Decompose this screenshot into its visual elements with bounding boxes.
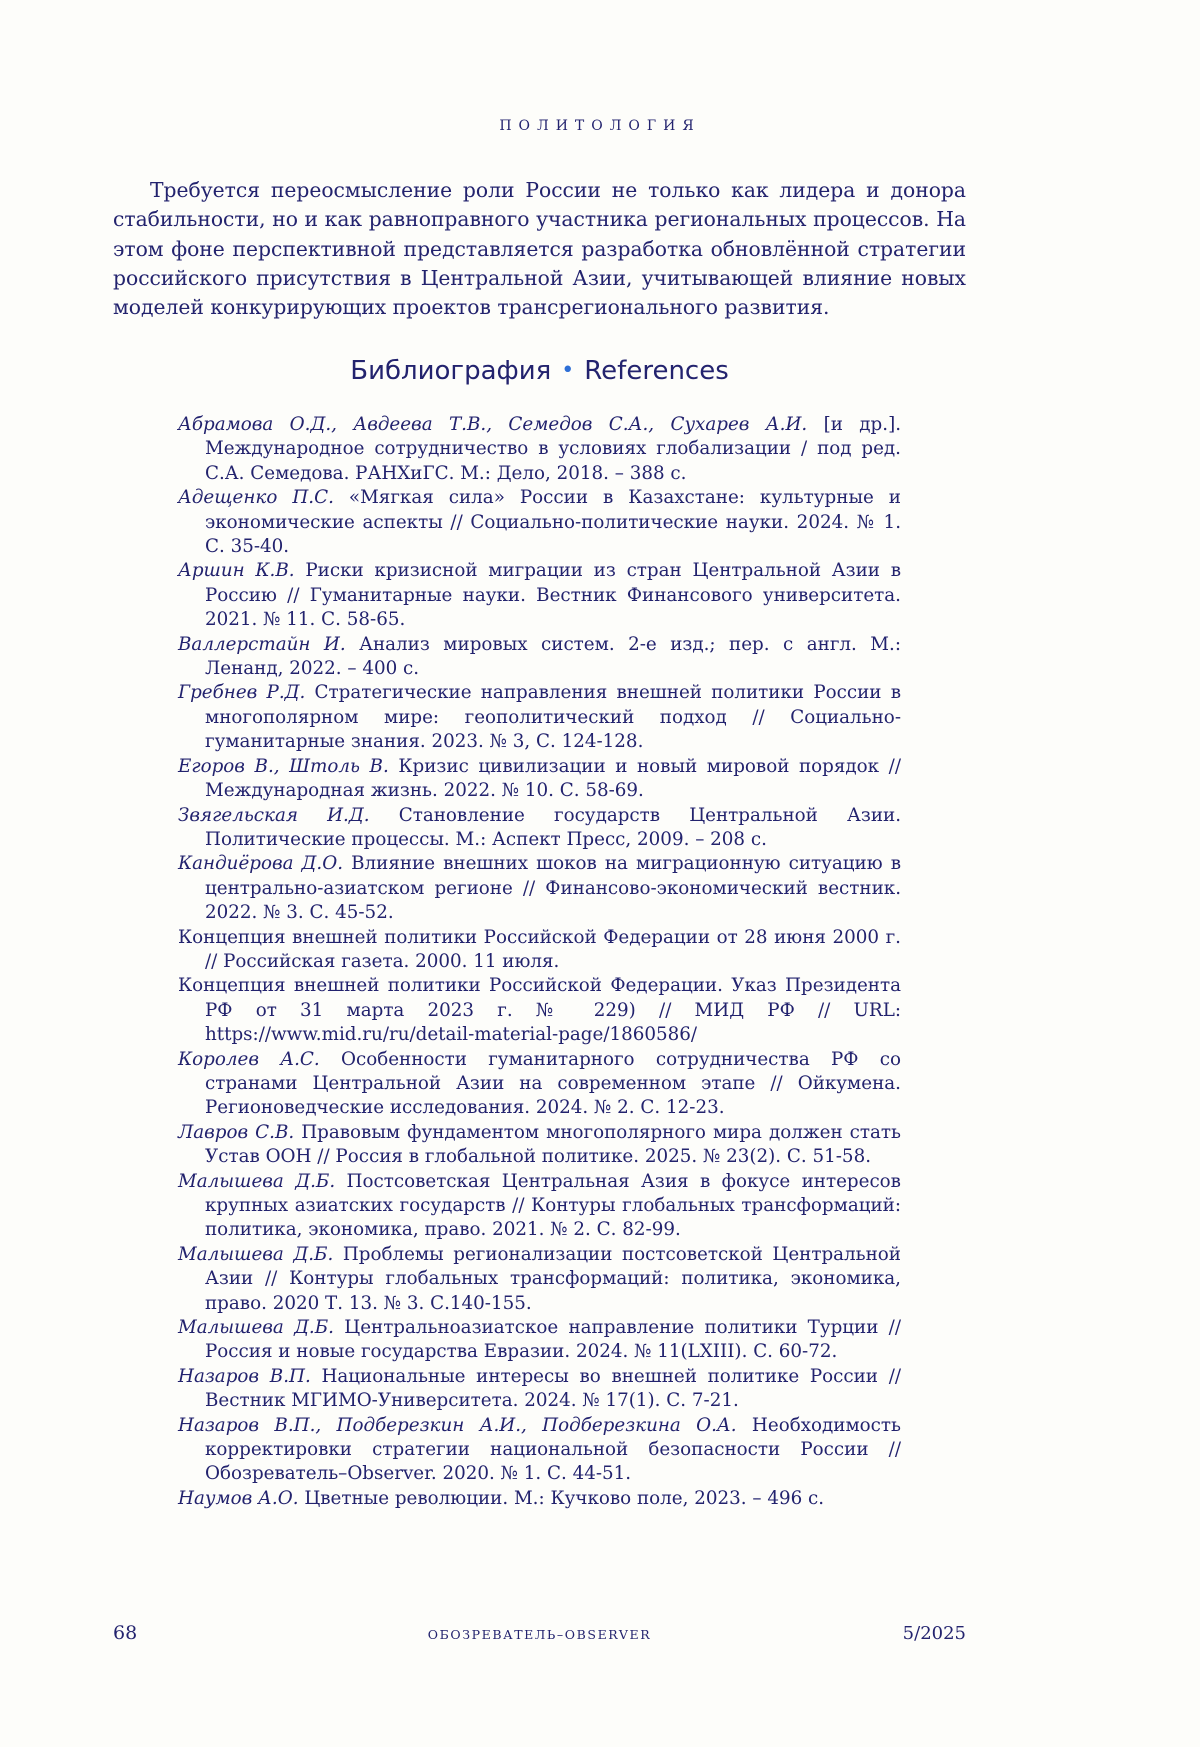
page-number: 68 <box>113 1622 138 1644</box>
bibliography-entry <box>178 1121 901 1170</box>
bibliography-entry <box>178 1365 901 1414</box>
bibliography-entry <box>178 1170 901 1243</box>
bibliography-entry <box>178 1487 901 1511</box>
entry-authors: Аршин К.В. <box>178 560 295 582</box>
entry-authors: Абрамова О.Д., Авдеева Т.В., Семедов С.А., Сухарев А.И. <box>178 414 808 435</box>
bullet-separator: • <box>561 358 575 383</box>
bibliography-entry <box>178 974 901 1047</box>
bibliography-entry <box>178 681 901 754</box>
entry-authors: Гребнев Р.Д. <box>178 682 306 704</box>
entry-authors: Наумов А.О. <box>178 1487 299 1509</box>
entry-text: Постсоветская Центральная Азия в фокусе интересов крупных азиатских государств // Контуры глобальных трансформаций: политика, экономика, право. 2021. № 2. С. 82-99. <box>205 1170 901 1241</box>
entry-text: Центральноазиатское направление политики Турции // Россия и новые государства Евразии. 2024. № 11(LXIII). С. 60-72. <box>205 1317 901 1363</box>
journal-name: ОБОЗРЕВАТЕЛЬ–OBSERVER <box>427 1627 652 1642</box>
bibliography-entry <box>178 755 901 804</box>
entry-authors: Назаров В.П., Подберезкин А.И., Подберезкина О.А. <box>178 1414 737 1436</box>
entry-authors: Адещенко П.С. <box>178 487 334 509</box>
page-footer <box>113 1622 966 1648</box>
entry-text: Концепция внешней политики Российской Федерации. Указ Президента РФ от 31 марта 2023 г. № 229) // МИД РФ // URL: https://www.mid.ru/ru/detail-material-page/1860586/ <box>178 975 901 1046</box>
entry-text: Необходимость корректировки стратегии национальной безопасности России // Обозреватель–Observer. 2020. № 1. С. 44-51. <box>205 1414 901 1485</box>
entry-text: Правовым фундаментом многополярного мира должен стать Устав ООН // Россия в глобальной политике. 2025. № 23(2). С. 51-58. <box>205 1121 901 1168</box>
bibliography-entry <box>178 1048 901 1121</box>
bibliography-entry <box>178 559 901 632</box>
entry-text: Национальные интересы во внешней политике России // Вестник МГИМО-Университета. 2024. № 17(1). С. 7-21. <box>205 1365 902 1412</box>
running-head: ПОЛИТОЛОГИЯ <box>499 118 701 134</box>
entry-text: Концепция внешней политики Российской Федерации от 28 июня 2000 г. // Российская газета. 2000. 11 июля. <box>178 926 901 972</box>
issue-number: 5/2025 <box>902 1623 966 1644</box>
entry-text: Цветные революции. М.: Кучково поле, 2023. – 496 с. <box>298 1487 825 1509</box>
entry-authors: Малышева Д.Б. <box>178 1243 334 1265</box>
entry-text: Стратегические направления внешней политики России в многополярном мире: геополитический подход // Социально-гуманитарные знания. 2023. № 3, С. 124-128. <box>205 682 901 753</box>
lead-paragraph: Требуется переосмысление роли России не только как лидера и донора стабильности, но и как равноправного участника региональных процессов. На этом фоне перспективной представляется разработка обновлённой стратегии российского присутствия в Центральной Азии, учитывающей влияние новых моделей конкурирующих проектов трансрегионального развития. <box>113 178 966 320</box>
bibliography-entry <box>178 413 901 486</box>
bibliography-title-en: References <box>584 356 729 386</box>
bibliography-entry <box>178 633 901 682</box>
bibliography-entry <box>178 1316 901 1365</box>
entry-authors: Малышева Д.Б. <box>178 1170 336 1192</box>
entry-authors: Кандиёрова Д.О. <box>178 853 344 875</box>
entry-text: Становление государств Центральной Азии. Политические процессы. М.: Аспект Пресс, 2009. – 208 с. <box>205 804 901 850</box>
entry-text: [и др.]. Международное сотрудничество в условиях глобализации / под ред. С.А. Семедова. РАНХиГС. М.: Дело, 2018. – 388 с. <box>205 414 902 484</box>
entry-text: Проблемы регионализации постсоветской Центральной Азии // Контуры глобальных трансформаций: политика, экономика, право. 2020 Т. 13. № 3. С.140-155. <box>205 1243 901 1314</box>
bibliography-list <box>178 413 901 1511</box>
entry-text: Кризис цивилизации и новый мировой порядок // Международная жизнь. 2022. № 10. С. 58-69. <box>205 755 901 802</box>
entry-authors: Малышева Д.Б. <box>178 1317 334 1339</box>
entry-authors: Назаров В.П. <box>178 1365 311 1387</box>
bibliography-heading <box>113 356 966 386</box>
entry-authors: Королев А.С. <box>178 1048 320 1070</box>
bibliography-entry <box>178 1414 901 1487</box>
bibliography-entry <box>178 852 901 925</box>
bibliography-title-ru: Библиография <box>350 356 552 386</box>
bibliography-entry <box>178 1243 901 1316</box>
bibliography-entry <box>178 486 901 559</box>
entry-authors: Звягельская И.Д. <box>178 804 370 826</box>
entry-text: Риски кризисной миграции из стран Центральной Азии в Россию // Гуманитарные науки. Вестник Финансового университета. 2021. № 11. С. 58-65. <box>205 560 901 631</box>
entry-authors: Валлерстайн И. <box>178 633 346 655</box>
entry-text: Влияние внешних шоков на миграционную ситуацию в центрально-азиатском регионе // Финансово-экономический вестник. 2022. № 3. С. 45-52. <box>205 853 901 924</box>
bibliography-entry <box>178 804 901 853</box>
entry-text: «Мягкая сила» России в Казахстане: культурные и экономические аспекты // Социально-политические науки. 2024. № 1. С. 35-40. <box>205 487 901 558</box>
entry-text: Особенности гуманитарного сотрудничества РФ со странами Центральной Азии на современном этапе // Ойкумена. Регионоведческие исследования. 2024. № 2. С. 12-23. <box>205 1048 901 1119</box>
entry-authors: Егоров В., Штоль В. <box>178 755 389 777</box>
entry-authors: Лавров С.В. <box>178 1121 295 1143</box>
entry-text: Анализ мировых систем. 2-е изд.; пер. с англ. М.: Ленанд, 2022. – 400 с. <box>205 633 901 680</box>
bibliography-entry <box>178 926 901 975</box>
